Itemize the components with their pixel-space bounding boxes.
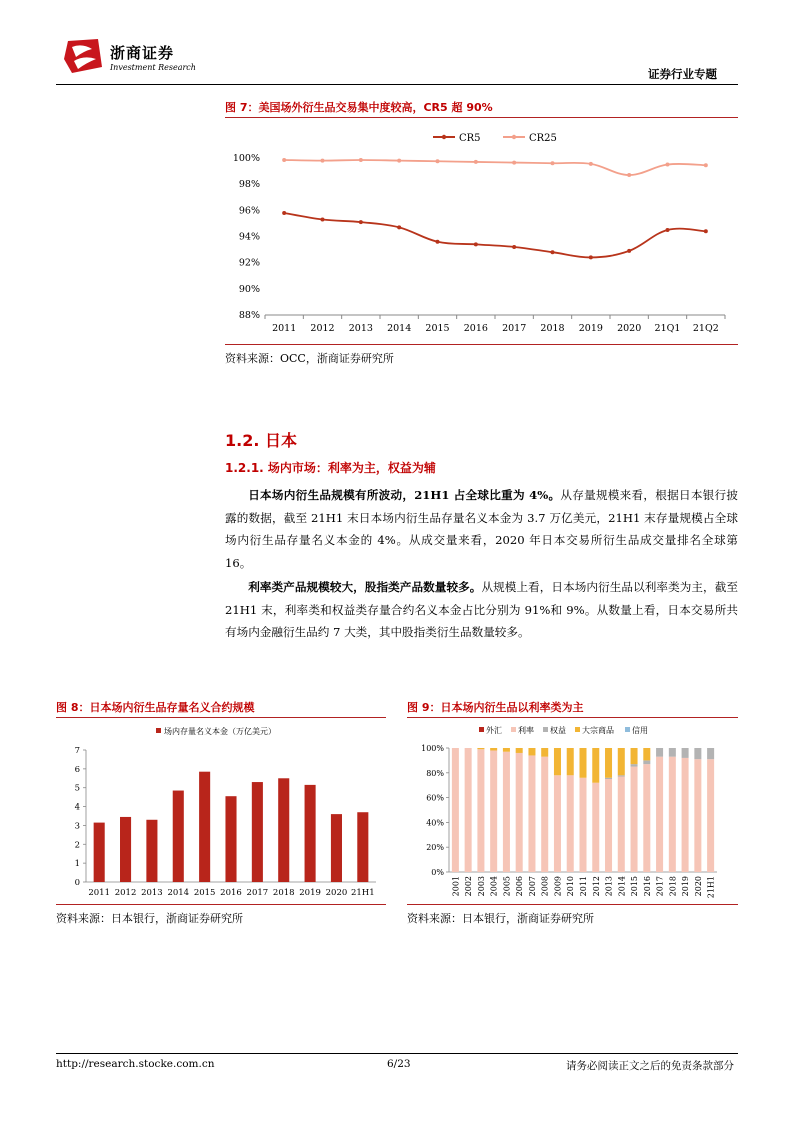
- fig8-x-tick-label: 2013: [141, 888, 163, 898]
- fig7-y-tick-label: 94%: [238, 231, 260, 243]
- fig9-bar-segment: [516, 748, 523, 753]
- fig8-y-tick-label: 7: [74, 746, 80, 756]
- fig7-x-tick-label: 2020: [617, 323, 642, 334]
- fig7-data-point-cr5: [359, 220, 363, 224]
- fig9-bar-segment: [465, 748, 472, 872]
- fig9-bar-segment: [694, 748, 701, 759]
- fig9-legend-swatch: [575, 727, 580, 732]
- fig8-legend-label: 场内存量名义本金（万亿美元）: [164, 727, 276, 736]
- fig9-bar-segment: [682, 758, 689, 872]
- fig7-x-tick-label: 2015: [425, 323, 450, 334]
- fig9-x-tick-label: 2020: [693, 876, 703, 897]
- fig7-y-tick-label: 98%: [238, 179, 260, 191]
- fig8-x-tick-label: 2015: [193, 888, 216, 898]
- fig9-bar-segment: [694, 759, 701, 872]
- fig9-bar-segment: [605, 748, 612, 778]
- fig9-x-tick-label: 2015: [630, 876, 640, 897]
- fig7-x-tick-label: 21Q1: [654, 323, 681, 334]
- fig7-data-point-cr25: [397, 159, 401, 163]
- fig7-data-point-cr25: [704, 163, 708, 167]
- fig9-x-tick-label: 2010: [566, 876, 576, 897]
- fig7-data-point-cr5: [282, 211, 286, 215]
- fig8-x-tick-label: 2018: [272, 888, 295, 898]
- fig8-x-tick-label: 2019: [299, 888, 321, 898]
- fig7-legend-label: CR25: [529, 133, 557, 144]
- section-heading: 1.2. 日本: [225, 431, 297, 450]
- fig7-data-point-cr25: [359, 158, 363, 162]
- fig9-x-tick-label: 2008: [540, 876, 550, 897]
- fig7-data-point-cr5: [551, 250, 555, 254]
- fig9-bar-segment: [643, 760, 650, 764]
- fig9-bar-segment: [477, 749, 484, 872]
- fig9-bar-segment: [631, 767, 638, 872]
- fig9-x-tick-label: 2004: [489, 876, 499, 897]
- fig7-legend-label: CR5: [459, 133, 481, 144]
- fig9-bar-segment: [528, 748, 535, 755]
- fig9-bar-segment: [541, 757, 548, 872]
- footer-divider: [56, 1053, 738, 1054]
- fig9-bar-segment: [605, 778, 612, 779]
- fig7-x-tick-label: 2019: [578, 323, 603, 334]
- fig9-x-tick-label: 2017: [655, 876, 665, 897]
- header-divider: [56, 84, 738, 85]
- fig9-bar-segment: [682, 748, 689, 758]
- fig9-legend-label: 外汇: [486, 726, 502, 735]
- fig8-y-tick-label: 4: [74, 802, 80, 813]
- fig8-bar: [357, 812, 368, 882]
- fig9-bar-segment: [643, 748, 650, 760]
- paragraph-1: [225, 484, 738, 575]
- fig9-x-tick-label: 2006: [515, 876, 525, 897]
- fig9-x-tick-label: 2011: [579, 876, 588, 897]
- fig9-x-tick-label: 2003: [476, 876, 486, 897]
- fig8-bar: [225, 796, 236, 882]
- fig8-top-rule: [56, 717, 386, 718]
- fig9-x-tick-label: 2001: [451, 876, 461, 897]
- fig8-x-tick-label: 2014: [167, 888, 190, 898]
- fig7-x-tick-label: 2013: [348, 323, 373, 334]
- fig9-y-tick-label: 0%: [431, 868, 444, 877]
- fig8-bar: [146, 820, 157, 882]
- fig9-bar-segment: [490, 748, 497, 750]
- fig9-bar-segment: [618, 748, 625, 775]
- fig7-y-tick-label: 90%: [238, 283, 260, 295]
- fig9-bar-segment: [605, 779, 612, 872]
- paragraph-2-lead: 利率类产品规模较大，股指类产品数量较多。: [248, 580, 482, 594]
- paragraph-1-body: 从存量规模来看，根据日本银行披露的数据，截至 21H1 末日本场内衍生品存量名义本金为 3.7 万亿美元，21H1 末存量规模占全球场内衍生品存量名义本金的 4%。从成交量来看，2020 年日本交易所衍生品成交量排名全球第 16。: [225, 488, 738, 571]
- logo-subtext: Investment Research: [110, 63, 196, 72]
- fig9-legend-swatch: [543, 727, 548, 732]
- fig7-x-tick-label: 2018: [540, 323, 565, 334]
- fig9-bar-segment: [528, 755, 535, 872]
- fig8-bar: [278, 778, 289, 882]
- fig9-x-tick-label: 2009: [553, 876, 563, 897]
- fig9-title: 图 9：日本场内衍生品以利率类为主: [407, 701, 584, 714]
- fig8-chart: [56, 720, 386, 902]
- fig7-data-point-cr25: [436, 159, 440, 163]
- fig7-x-tick-label: 2016: [463, 323, 488, 334]
- fig7-data-point-cr5: [321, 217, 325, 221]
- fig9-legend-swatch: [479, 727, 484, 732]
- header: [0, 0, 793, 90]
- fig7-data-point-cr25: [627, 173, 631, 177]
- fig7-series-line-cr5: [284, 213, 706, 257]
- fig9-bar-segment: [631, 748, 638, 764]
- fig8-bottom-rule: [56, 904, 386, 905]
- fig9-bar-segment: [579, 778, 586, 872]
- section-label: 证券行业专题: [648, 67, 717, 81]
- fig9-bar-segment: [707, 759, 714, 872]
- fig8-title: 图 8：日本场内衍生品存量名义合约规模: [56, 701, 255, 714]
- fig9-legend-swatch: [511, 727, 516, 732]
- fig7-data-point-cr25: [474, 160, 478, 164]
- fig9-bar-segment: [707, 748, 714, 759]
- fig9-y-tick-label: 100%: [421, 744, 444, 753]
- fig8-bar: [305, 785, 316, 882]
- fig9-legend-label: 权益: [550, 726, 566, 735]
- fig9-chart: [407, 720, 738, 902]
- fig7-data-point-cr25: [321, 159, 325, 163]
- fig7-x-tick-label: 2011: [272, 323, 297, 334]
- fig8-bar: [120, 817, 131, 882]
- fig9-bar-segment: [567, 775, 574, 872]
- fig9-bar-segment: [656, 757, 663, 872]
- fig9-bar-segment: [567, 748, 574, 775]
- fig8-x-tick-label: 2020: [325, 888, 348, 898]
- fig9-bar-segment: [669, 748, 676, 757]
- fig7-title: 图 7：美国场外衍生品交易集中度较高，CR5 超 90%: [225, 101, 493, 114]
- fig7-data-point-cr25: [282, 158, 286, 162]
- fig8-y-tick-label: 3: [74, 821, 80, 832]
- fig7-data-point-cr5: [436, 240, 440, 244]
- fig9-x-tick-label: 2013: [604, 876, 614, 897]
- fig9-legend-label: 信用: [632, 726, 648, 735]
- fig9-x-tick-label: 2014: [617, 876, 627, 897]
- fig9-bar-segment: [579, 748, 586, 778]
- fig7-y-tick-label: 96%: [238, 205, 260, 217]
- fig7-data-point-cr5: [704, 229, 708, 233]
- fig9-bottom-rule: [407, 904, 738, 905]
- fig7-y-tick-label: 88%: [238, 310, 260, 321]
- fig7-x-tick-label: 2017: [502, 323, 527, 334]
- fig9-bar-segment: [452, 748, 459, 872]
- fig7-data-point-cr25: [666, 163, 670, 167]
- fig7-x-tick-label: 21Q2: [692, 323, 719, 334]
- fig9-bar-segment: [618, 777, 625, 872]
- fig7-x-tick-label: 2012: [310, 323, 335, 334]
- fig8-y-tick-label: 5: [74, 783, 80, 794]
- fig8-source: 资料来源：日本银行，浙商证券研究所: [56, 912, 243, 925]
- paragraph-2-body: 从规模上看，日本场内衍生品以利率类为主，截至 21H1 末，利率类和权益类存量合约名义本金占比分别为 91%和 9%。从数量上看，日本交易所共有场内金融衍生品约 7 大类，其中股指类衍生品数量较多。: [225, 580, 738, 640]
- paragraph-1-lead: 日本场内衍生品规模有所波动，21H1 占全球比重为 4%。: [248, 488, 561, 502]
- fig8-bar: [252, 782, 263, 882]
- fig8-y-tick-label: 1: [74, 859, 80, 870]
- fig9-x-tick-label: 21H1: [706, 876, 716, 899]
- fig9-bar-segment: [554, 775, 561, 872]
- fig9-source: 资料来源：日本银行，浙商证券研究所: [407, 912, 594, 925]
- fig8-bar: [331, 814, 342, 882]
- footer-url[interactable]: http://research.stocke.com.cn: [56, 1058, 215, 1070]
- fig8-x-tick-label: 2012: [114, 888, 137, 898]
- fig9-bar-segment: [490, 750, 497, 872]
- page-number: 6/23: [387, 1058, 411, 1070]
- fig9-legend-label: 大宗商品: [582, 726, 614, 735]
- fig9-y-tick-label: 60%: [426, 793, 444, 803]
- fig9-x-tick-label: 2012: [591, 876, 601, 897]
- fig9-y-tick-label: 40%: [426, 818, 444, 828]
- fig9-bar-segment: [669, 757, 676, 872]
- fig7-data-point-cr25: [512, 161, 516, 165]
- fig7-data-point-cr5: [589, 255, 593, 259]
- fig7-legend-marker: [512, 135, 516, 139]
- fig9-legend-label: 利率: [518, 726, 534, 735]
- fig8-x-tick-label: 2016: [220, 888, 242, 898]
- fig9-bar-segment: [503, 752, 510, 872]
- fig7-series-line-cr25: [284, 160, 706, 175]
- fig8-bar: [94, 823, 105, 882]
- fig9-x-tick-label: 2018: [668, 876, 678, 897]
- fig8-x-tick-label: 2017: [246, 888, 269, 898]
- fig7-data-point-cr25: [551, 161, 555, 165]
- fig9-y-tick-label: 80%: [426, 768, 444, 778]
- fig7-data-point-cr5: [512, 245, 516, 249]
- fig8-legend-swatch: [156, 728, 161, 733]
- fig9-bar-segment: [618, 775, 625, 776]
- fig7-source: 资料来源：OCC，浙商证券研究所: [225, 352, 394, 365]
- fig8-y-tick-label: 0: [74, 878, 80, 888]
- fig7-data-point-cr5: [397, 225, 401, 229]
- logo-icon: [62, 37, 104, 75]
- fig9-bar-segment: [631, 764, 638, 766]
- fig8-y-tick-label: 6: [74, 764, 80, 775]
- fig9-bar-segment: [554, 748, 561, 775]
- fig9-x-tick-label: 2002: [464, 876, 474, 897]
- fig7-x-tick-label: 2014: [387, 323, 412, 334]
- fig7-legend-marker: [442, 135, 446, 139]
- fig7-data-point-cr5: [474, 242, 478, 246]
- fig8-x-tick-label: 2011: [88, 888, 111, 898]
- fig9-legend-swatch: [625, 727, 630, 732]
- section-subheading: 1.2.1. 场内市场：利率为主，权益为辅: [225, 461, 436, 475]
- fig8-bar: [199, 772, 210, 882]
- footer-disclaimer: 请务必阅读正文之后的免责条款部分: [566, 1060, 734, 1072]
- fig9-bar-segment: [592, 783, 599, 872]
- fig7-bottom-rule: [225, 344, 738, 345]
- fig7-data-point-cr25: [589, 162, 593, 166]
- fig9-top-rule: [407, 717, 738, 718]
- fig9-bar-segment: [516, 753, 523, 872]
- fig9-x-tick-label: 2005: [502, 876, 512, 897]
- fig7-top-rule: [225, 117, 738, 118]
- paragraph-2: [225, 576, 738, 644]
- fig9-bar-segment: [643, 764, 650, 872]
- fig8-bar: [173, 791, 184, 882]
- fig9-bar-segment: [477, 748, 484, 749]
- fig7-data-point-cr5: [666, 228, 670, 232]
- fig9-bar-segment: [541, 748, 548, 757]
- fig9-x-tick-label: 2019: [681, 876, 691, 897]
- fig7-y-tick-label: 100%: [232, 153, 260, 164]
- fig9-x-tick-label: 2007: [527, 876, 537, 897]
- fig9-bar-segment: [503, 748, 510, 752]
- fig9-x-tick-label: 2016: [642, 876, 652, 897]
- fig9-bar-segment: [592, 748, 599, 783]
- fig8-x-tick-label: 21H1: [350, 888, 375, 898]
- fig7-data-point-cr5: [627, 249, 631, 253]
- fig7-chart: [225, 122, 738, 342]
- logo-text: 浙商证券: [110, 44, 175, 62]
- fig9-bar-segment: [656, 748, 663, 757]
- fig9-y-tick-label: 20%: [426, 843, 444, 853]
- fig8-y-tick-label: 2: [74, 840, 80, 851]
- fig7-y-tick-label: 92%: [238, 257, 260, 269]
